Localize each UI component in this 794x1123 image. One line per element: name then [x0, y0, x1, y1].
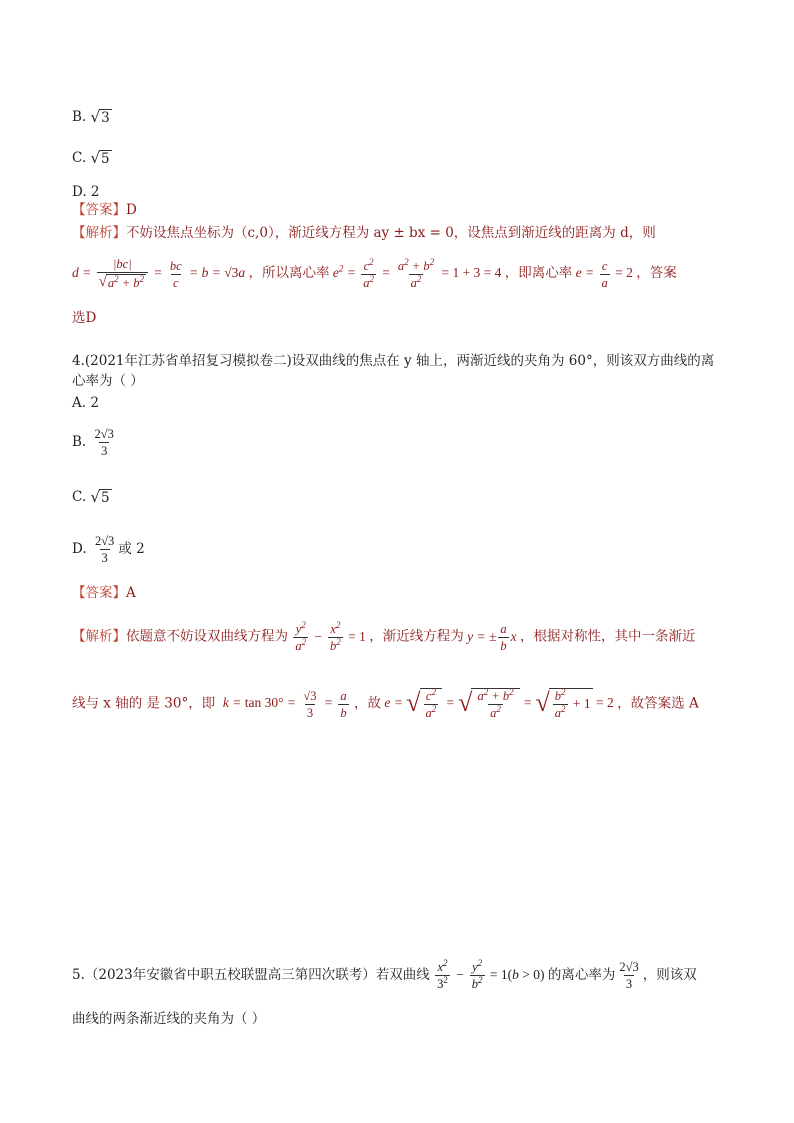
q4-option-b-label: B. — [72, 434, 87, 450]
q3-answer-tag: 【答案】 — [72, 202, 126, 218]
q4-stem-line2: 心率为（ ） — [72, 373, 144, 389]
q5-stem-text3: ，则该双 — [642, 967, 697, 983]
q4-option-d-suffix: 或 2 — [118, 541, 145, 557]
q5-stem-line1 — [72, 960, 697, 991]
distance-formula: d = |bc| √ $a^2 + b^2$ = $\frac{bc}{c}$ = b = √3a — [72, 257, 249, 290]
q4-analysis-text3: ，根据对称性，其中一条渐近 — [520, 628, 696, 645]
q3-analysis-text2c: ，答案 — [636, 265, 677, 282]
sqrt-5: √ 5 — [90, 488, 110, 506]
q5-stem-line2: 曲线的两条渐近线的夹角为（ ） — [72, 1011, 266, 1027]
q3-analysis-tag: 【解析】 — [72, 225, 126, 241]
slope-formula: k = tan 30° = $\frac{√3}{3}$ = $\frac{a}{b}$ — [219, 688, 347, 720]
q4-analysis-line2 — [72, 688, 699, 720]
q5-stem-text2: 的离心率为 — [547, 967, 616, 983]
q4-analysis-line2-text1: 线与 x 轴的 是 30°，即 — [72, 695, 216, 712]
q3-analysis-text2a: ，所以离心率 — [248, 265, 330, 282]
q3-analysis-text2b: ，即离心率 — [504, 265, 573, 282]
q3-option-d: D. 2 — [72, 184, 100, 200]
q4-analysis-line2-text3: ，故答案选 A — [617, 695, 699, 712]
fraction-2sqrt3-over-3: $\frac{2√3}{3}$ — [619, 960, 639, 991]
q4-analysis-tag: 【解析】 — [72, 628, 126, 645]
q4-answer — [72, 584, 136, 602]
q4-option-c — [72, 488, 112, 506]
sqrt-3: √ 3 — [90, 108, 110, 126]
hyperbola-equation: $\frac{y^2}{a^2}$ − $\frac{x^2}{b^2}$ = 1 — [295, 619, 366, 653]
q3-option-b-label: B. — [72, 109, 87, 125]
q4-analysis-line1 — [72, 619, 696, 653]
q4-option-d-label: D. — [72, 541, 87, 557]
q3-answer — [72, 201, 137, 219]
q4-option-b — [72, 427, 118, 458]
sqrt-5: √ 5 — [90, 149, 110, 167]
q3-analysis-text1: 不妨设焦点坐标为（c,0），渐近线方程为 ay ± bx = 0，设焦点到渐近线的距离为 d，则 — [126, 225, 656, 241]
q3-analysis-line2 — [72, 257, 677, 291]
q3-option-c — [72, 149, 112, 167]
q5-hyperbola-equation: $\frac{x^2}{3^2}$ − $\frac{y^2}{b^2}$ = 1(b > 0) — [437, 958, 545, 992]
q4-stem-line1: 4.(2021年江苏省单招复习模拟卷二)设双曲线的焦点在 y 轴上，两渐近线的夹角为 60°，则该双方曲线的离 — [72, 353, 715, 369]
fraction-2sqrt3-over-3: $\frac{2√3}{3}$ — [94, 427, 114, 458]
q4-analysis-text2: ，渐近线方程为 — [369, 628, 464, 645]
eccentricity-squared-formula: $e^2$ = $\frac{c^2}{a^2}$ = $\frac{a^2 + b^2}{a^2}$ = 1 + 3 = 4 — [329, 256, 502, 290]
eccentricity-formula: e = $\frac{c}{a}$ = 2 — [572, 258, 633, 290]
q3-option-b — [72, 108, 112, 126]
asymptote-equation: y = ± $\frac{a}{b}$ x — [463, 622, 521, 653]
fraction-2sqrt3-over-3: $\frac{2√3}{3}$ — [94, 534, 115, 565]
q3-analysis-line3: 选D — [72, 310, 97, 326]
q4-option-a: A. 2 — [72, 395, 99, 411]
q4-answer-tag: 【答案】 — [72, 585, 126, 601]
q3-answer-value: D — [126, 202, 137, 218]
q3-option-c-label: C. — [72, 150, 87, 166]
q3-analysis-line1 — [72, 224, 656, 242]
q4-analysis-text1: 依题意不妨设双曲线方程为 — [126, 628, 288, 645]
q4-option-d — [72, 534, 145, 565]
q4-option-c-label: C. — [72, 489, 87, 505]
q4-answer-value: A — [126, 585, 136, 601]
q4-analysis-line2-text2: ，故 — [354, 695, 382, 712]
eccentricity-derivation: e = √ $\frac{c^2}{a^2}$ = √ $\frac{a^2 + b^2}{a^2}$ = √ $\frac{b^2}{a^2}$ + 1 = 2 — [381, 687, 614, 721]
q5-stem-text1: 5.（2023年安徽省中职五校联盟高三第四次联考）若双曲线 — [72, 967, 430, 983]
